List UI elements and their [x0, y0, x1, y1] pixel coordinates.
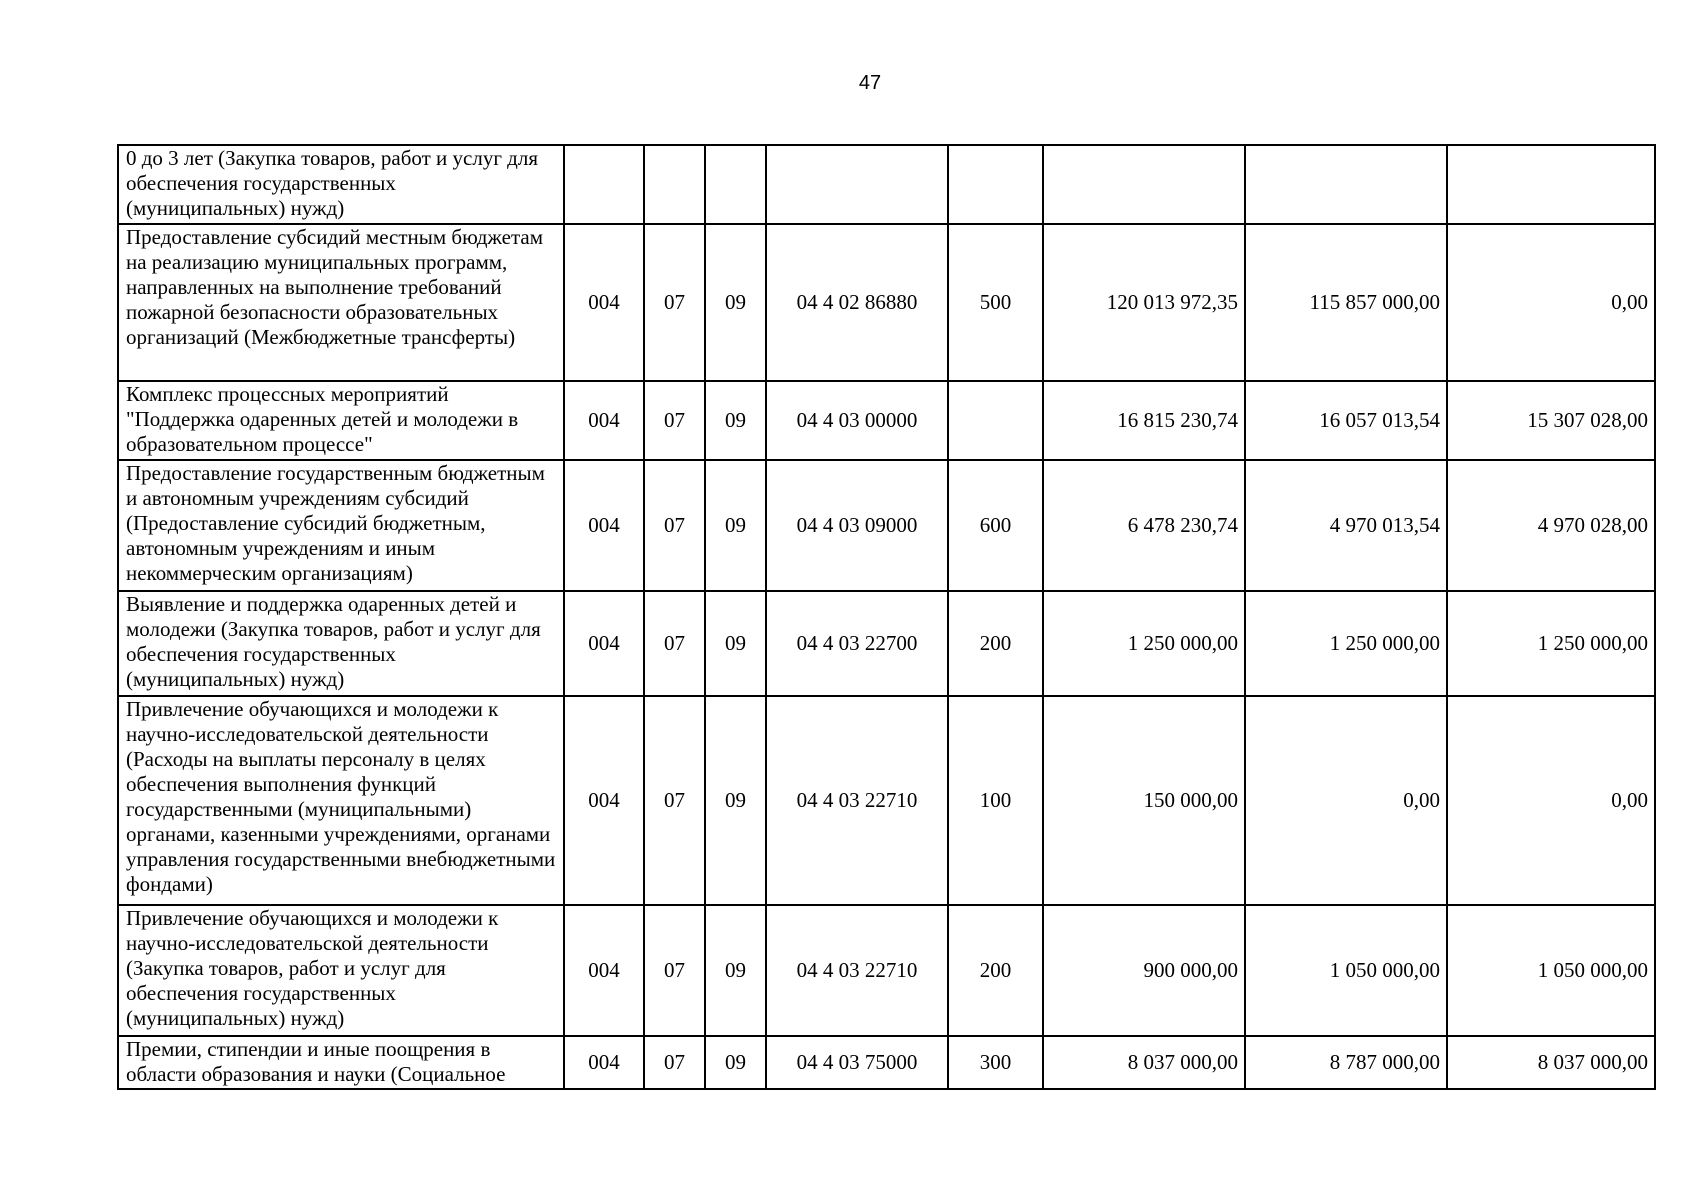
ministry-code-cell: 004 [564, 696, 644, 905]
subsection-code-cell: 09 [705, 224, 766, 381]
ministry-code-cell: 004 [564, 1036, 644, 1089]
table-row [118, 224, 1655, 381]
ministry-code-cell [564, 145, 644, 224]
amount-year1-cell [1043, 145, 1245, 224]
amount-year2-cell: 8 787 000,00 [1245, 1036, 1447, 1089]
table-body [118, 145, 1655, 1089]
item-name-cell: Привлечение обучающихся и молодежи к научно-исследовательской деятельности (Расходы на выплаты персоналу в целях обеспечения выполнения функций государственными (муниципальными) органами, казенными учреждениями, органами управления государственными внебюджетными фондами) [118, 696, 564, 905]
section-code-cell: 07 [644, 905, 705, 1036]
target-article-cell: 04 4 03 09000 [766, 460, 948, 591]
expense-type-cell: 600 [948, 460, 1043, 591]
subsection-code-cell: 09 [705, 905, 766, 1036]
section-code-cell: 07 [644, 591, 705, 696]
subsection-code-cell: 09 [705, 460, 766, 591]
item-name-cell: Предоставление государственным бюджетным и автономным учреждениям субсидий (Предоставление субсидий бюджетным, автономным учреждениям и иным некоммерческим организациям) [118, 460, 564, 591]
amount-year3-cell: 8 037 000,00 [1447, 1036, 1655, 1089]
table-row [118, 905, 1655, 1036]
subsection-code-cell: 09 [705, 1036, 766, 1089]
ministry-code-cell: 004 [564, 591, 644, 696]
expense-type-cell [948, 145, 1043, 224]
table-row [118, 696, 1655, 905]
target-article-cell: 04 4 03 22710 [766, 905, 948, 1036]
amount-year2-cell: 1 250 000,00 [1245, 591, 1447, 696]
amount-year3-cell: 0,00 [1447, 696, 1655, 905]
amount-year1-cell: 900 000,00 [1043, 905, 1245, 1036]
ministry-code-cell: 004 [564, 905, 644, 1036]
amount-year1-cell: 120 013 972,35 [1043, 224, 1245, 381]
item-name-cell: Выявление и поддержка одаренных детей и молодежи (Закупка товаров, работ и услуг для обеспечения государственных (муниципальных) нужд) [118, 591, 564, 696]
table-row [118, 1036, 1655, 1089]
target-article-cell: 04 4 03 75000 [766, 1036, 948, 1089]
amount-year2-cell: 4 970 013,54 [1245, 460, 1447, 591]
ministry-code-cell: 004 [564, 381, 644, 460]
target-article-cell: 04 4 02 86880 [766, 224, 948, 381]
section-code-cell: 07 [644, 460, 705, 591]
expense-type-cell: 200 [948, 905, 1043, 1036]
amount-year3-cell: 0,00 [1447, 224, 1655, 381]
amount-year2-cell: 115 857 000,00 [1245, 224, 1447, 381]
amount-year3-cell: 1 050 000,00 [1447, 905, 1655, 1036]
table-row [118, 591, 1655, 696]
expense-type-cell [948, 381, 1043, 460]
amount-year3-cell: 4 970 028,00 [1447, 460, 1655, 591]
table-row [118, 145, 1655, 224]
ministry-code-cell: 004 [564, 460, 644, 591]
expense-type-cell: 300 [948, 1036, 1043, 1089]
subsection-code-cell: 09 [705, 696, 766, 905]
item-name-cell: Комплекс процессных мероприятий "Поддержка одаренных детей и молодежи в образовательном процессе" [118, 381, 564, 460]
expense-type-cell: 200 [948, 591, 1043, 696]
amount-year1-cell: 150 000,00 [1043, 696, 1245, 905]
ministry-code-cell: 004 [564, 224, 644, 381]
item-name-cell: Предоставление субсидий местным бюджетам на реализацию муниципальных программ, направленных на выполнение требований пожарной безопасности образовательных организаций (Межбюджетные трансферты) [118, 224, 564, 381]
subsection-code-cell [705, 145, 766, 224]
expense-type-cell: 100 [948, 696, 1043, 905]
budget-table [117, 144, 1656, 1090]
section-code-cell: 07 [644, 381, 705, 460]
subsection-code-cell: 09 [705, 381, 766, 460]
table-row [118, 460, 1655, 591]
amount-year1-cell: 1 250 000,00 [1043, 591, 1245, 696]
item-name-cell: Премии, стипендии и иные поощрения в области образования и науки (Социальное [118, 1036, 564, 1089]
section-code-cell: 07 [644, 1036, 705, 1089]
amount-year3-cell [1447, 145, 1655, 224]
target-article-cell: 04 4 03 00000 [766, 381, 948, 460]
target-article-cell: 04 4 03 22700 [766, 591, 948, 696]
section-code-cell: 07 [644, 696, 705, 905]
section-code-cell [644, 145, 705, 224]
amount-year3-cell: 15 307 028,00 [1447, 381, 1655, 460]
amount-year2-cell: 16 057 013,54 [1245, 381, 1447, 460]
page-number: 47 [858, 72, 882, 94]
amount-year2-cell: 1 050 000,00 [1245, 905, 1447, 1036]
item-name-cell: Привлечение обучающихся и молодежи к научно-исследовательской деятельности (Закупка товаров, работ и услуг для обеспечения государственных (муниципальных) нужд) [118, 905, 564, 1036]
amount-year1-cell: 6 478 230,74 [1043, 460, 1245, 591]
table-row [118, 381, 1655, 460]
subsection-code-cell: 09 [705, 591, 766, 696]
item-name-cell: 0 до 3 лет (Закупка товаров, работ и услуг для обеспечения государственных (муниципальных) нужд) [118, 145, 564, 224]
amount-year2-cell: 0,00 [1245, 696, 1447, 905]
section-code-cell: 07 [644, 224, 705, 381]
amount-year1-cell: 16 815 230,74 [1043, 381, 1245, 460]
amount-year3-cell: 1 250 000,00 [1447, 591, 1655, 696]
target-article-cell: 04 4 03 22710 [766, 696, 948, 905]
amount-year1-cell: 8 037 000,00 [1043, 1036, 1245, 1089]
target-article-cell [766, 145, 948, 224]
amount-year2-cell [1245, 145, 1447, 224]
expense-type-cell: 500 [948, 224, 1043, 381]
